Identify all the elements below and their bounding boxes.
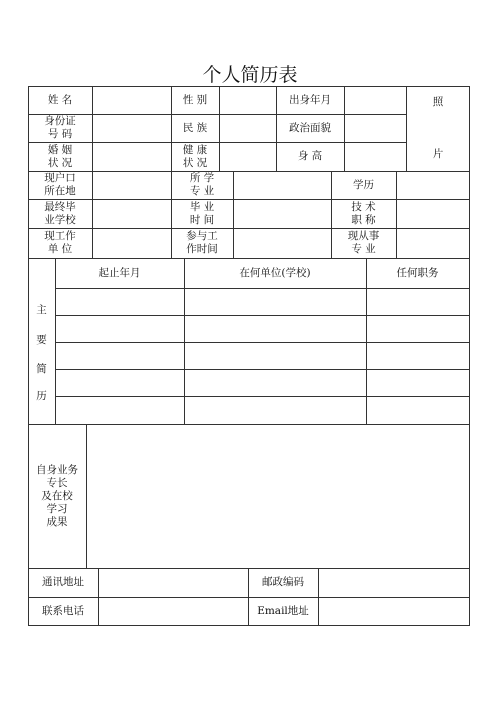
hukou-field[interactable]: [93, 172, 171, 199]
tech-title-label: [331, 199, 396, 228]
phone-label: 联系电话: [42, 604, 84, 617]
name-field[interactable]: [93, 87, 171, 114]
col-header-unit: 在何单位(学校): [239, 266, 311, 279]
current-major-label-line1: 现从事: [347, 230, 380, 242]
birth-label: 出身年月: [289, 93, 331, 106]
skills-label-line2: 专长: [46, 476, 68, 489]
work-unit-label: [28, 228, 92, 258]
id-label: [28, 114, 92, 142]
postcode-field[interactable]: [319, 569, 469, 597]
resume-row-4[interactable]: [56, 370, 469, 396]
phone-field[interactable]: [99, 598, 248, 625]
education-field[interactable]: [397, 172, 469, 199]
skills-label-line4: 学习: [46, 502, 68, 515]
ethnic-field[interactable]: [220, 115, 276, 142]
work-unit-field[interactable]: [93, 229, 171, 258]
resume-row-5[interactable]: [56, 397, 469, 424]
political-label: 政治面貌: [289, 121, 331, 134]
email-field[interactable]: [319, 598, 469, 625]
school-label: [28, 199, 92, 228]
border-bottom: [28, 625, 470, 626]
id-label-line2: 号 码: [47, 128, 73, 140]
border-right: [469, 86, 470, 626]
tech-title-label-line2: 职 称: [351, 213, 376, 226]
resume-label-3: 简: [36, 362, 47, 375]
health-label-line2: 状 况: [182, 156, 208, 169]
postcode-label: 邮政编码: [262, 576, 304, 588]
work-unit-label-line1: 现工作: [44, 230, 76, 242]
grad-time-field[interactable]: [234, 200, 331, 228]
resume-row-2[interactable]: [56, 316, 469, 342]
resume-row-1[interactable]: [56, 289, 469, 315]
marital-label: [28, 142, 92, 171]
resume-row-3[interactable]: [56, 343, 469, 369]
tech-title-field[interactable]: [397, 200, 469, 228]
marital-label-line1: 婚 姻: [47, 143, 73, 156]
address-label: 通讯地址: [42, 576, 84, 588]
major-label-line2: 专 业: [189, 185, 215, 197]
tech-title-label-line1: 技 术: [351, 200, 376, 213]
name-label: 姓 名: [47, 93, 73, 106]
current-major-field[interactable]: [397, 229, 469, 258]
skills-label-line5: 成果: [46, 515, 68, 528]
health-field[interactable]: [220, 143, 276, 171]
gender-label: 性 别: [182, 93, 208, 106]
skills-label-line1: 自身业务: [36, 463, 78, 476]
hukou-label-line2: 所在地: [44, 185, 76, 197]
skills-label-line3: 及在校: [41, 489, 73, 502]
health-label: [171, 142, 219, 171]
resume-label-2: 要: [36, 333, 47, 346]
address-field[interactable]: [99, 569, 248, 597]
form-title: 个人简历表: [202, 64, 298, 86]
work-start-field[interactable]: [234, 229, 331, 258]
photo-label-top: 照: [432, 95, 444, 108]
school-label-line2: 业学校: [44, 213, 76, 226]
height-label: 身 高: [297, 150, 323, 162]
hukou-label-line1: 现户口: [44, 172, 76, 184]
grad-time-label-line2: 时 间: [189, 213, 215, 226]
work-unit-label-line2: 单 位: [47, 243, 73, 255]
major-label-line1: 所 学: [189, 172, 215, 184]
political-field[interactable]: [345, 115, 406, 142]
ethnic-label: 民 族: [182, 121, 208, 134]
photo-label-bottom: 片: [432, 147, 444, 160]
major-field[interactable]: [234, 172, 331, 199]
hukou-label: [28, 171, 92, 199]
id-label-line1: 身份证: [44, 115, 76, 127]
marital-field[interactable]: [93, 143, 171, 171]
birth-field[interactable]: [345, 87, 406, 114]
skills-field[interactable]: [87, 425, 469, 568]
col-header-position: 任何职务: [396, 266, 439, 279]
education-label: 学历: [353, 178, 374, 191]
resume-label-1: 主: [36, 303, 47, 316]
email-label: Email地址: [257, 604, 309, 617]
school-label-line1: 最终毕: [44, 200, 76, 213]
marital-label-line2: 状 况: [47, 156, 73, 169]
photo-area[interactable]: [407, 87, 469, 171]
health-label-line1: 健 康: [182, 143, 208, 156]
id-field[interactable]: [93, 115, 171, 142]
skills-label: [28, 424, 86, 568]
resume-label-4: 历: [36, 389, 47, 402]
major-label: [171, 171, 233, 199]
work-start-label: [171, 228, 233, 258]
grad-time-label-line1: 毕 业: [189, 200, 215, 213]
grad-time-label: [171, 199, 233, 228]
height-field[interactable]: [345, 143, 406, 171]
current-major-label: [331, 228, 396, 258]
col-header-period: 起止年月: [98, 266, 141, 279]
school-field[interactable]: [93, 200, 171, 228]
work-start-label-line1: 参与工: [186, 230, 218, 242]
gender-field[interactable]: [220, 87, 276, 114]
work-start-label-line2: 作时间: [186, 243, 218, 255]
current-major-label-line2: 专 业: [351, 243, 376, 255]
